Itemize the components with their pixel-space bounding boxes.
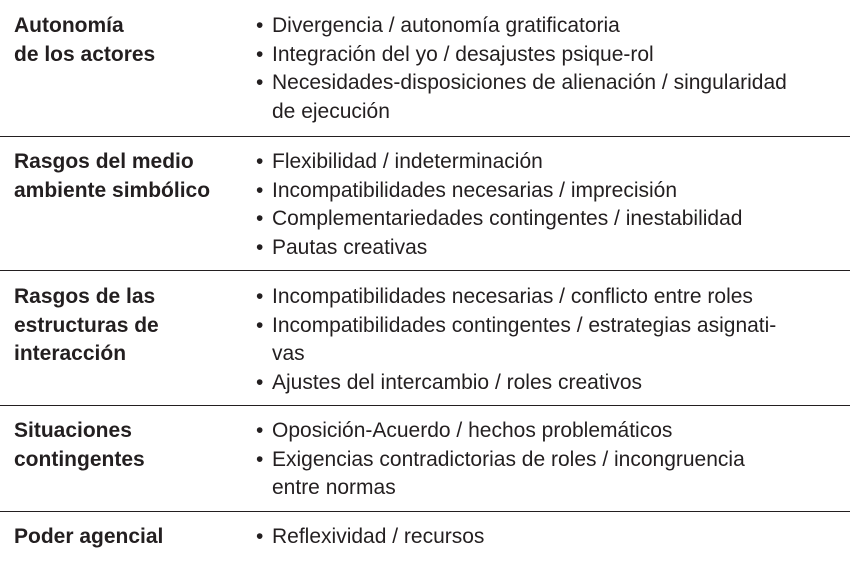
row-label-medio-ambiente: Rasgos del medio ambiente simbólico [14, 150, 211, 202]
list-item: • Ajustes del intercambio / roles creativos [254, 369, 844, 398]
bullet-icon: • [256, 285, 264, 308]
bullet-icon: • [256, 313, 264, 337]
bullet-icon: • [256, 14, 264, 37]
row-items-autonomia [254, 12, 844, 126]
list-item: • Divergencia / autonomía gratificatoria [254, 12, 844, 41]
row-label-autonomia: Autonomía de los actores [14, 14, 156, 66]
list-item: • Necesidades-disposiciones de alienación / singularidad de ejecución [256, 71, 787, 123]
bullet-icon: • [256, 42, 264, 66]
bullet-icon: • [256, 178, 264, 202]
list-item: • Incompatibilidades necesarias / imprecisión [254, 177, 844, 206]
row-items-estructuras [254, 283, 844, 397]
bullet-icon: • [256, 447, 264, 471]
bullet-icon: • [256, 370, 264, 394]
list-item: • Flexibilidad / indeterminación [254, 148, 844, 177]
bullet-icon: • [256, 419, 264, 442]
list-item: • Integración del yo / desajustes psique-rol [254, 41, 844, 70]
bullet-icon: • [256, 235, 264, 259]
bullet-icon: • [256, 207, 264, 230]
list-item: • Incompatibilidades necesarias / conflicto entre roles [254, 283, 844, 312]
row-label-situaciones: Situaciones contingentes [14, 419, 145, 471]
bullet-icon: • [256, 71, 264, 94]
row-divider [0, 136, 850, 137]
bullet-icon: • [256, 525, 264, 548]
row-label-poder-agencial: Poder agencial [14, 525, 164, 548]
row-divider [0, 270, 850, 271]
row-divider [0, 511, 850, 512]
list-item: • Exigencias contradictorias de roles / incongruencia entre normas [256, 447, 745, 499]
bullet-icon: • [256, 150, 264, 173]
list-item: • Incompatibilidades contingentes / estrategias asignati- vas [256, 313, 777, 365]
row-items-poder-agencial [254, 523, 844, 552]
list-item: • Pautas creativas [254, 234, 844, 263]
list-item: • Complementariedades contingentes / inestabilidad [254, 205, 844, 234]
row-items-situaciones [254, 417, 844, 503]
row-items-medio-ambiente [254, 148, 844, 262]
row-divider [0, 405, 850, 406]
row-label-estructuras: Rasgos de las estructuras de interacción [14, 285, 159, 365]
list-item: • Reflexividad / recursos [254, 523, 844, 552]
list-item: • Oposición-Acuerdo / hechos problemáticos [254, 417, 844, 446]
